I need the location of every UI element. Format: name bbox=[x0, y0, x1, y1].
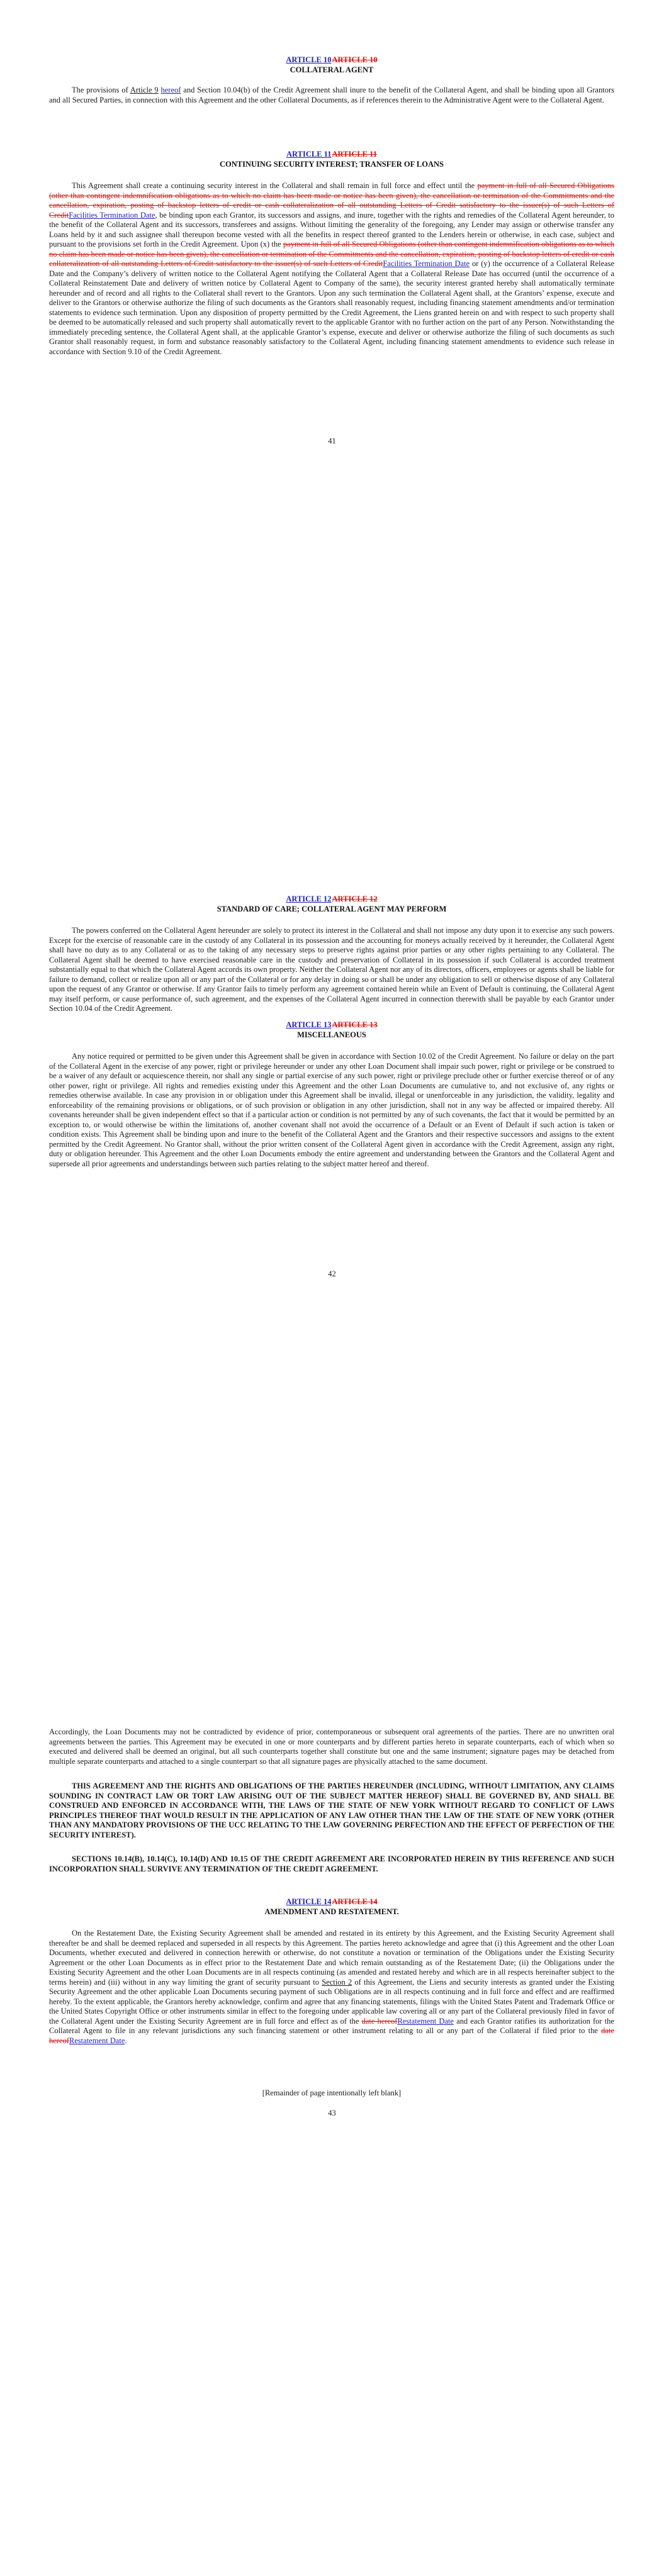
counterparts-paragraph: Accordingly, the Loan Documents may not be contradicted by evidence of prior, contemporaneous or subsequent oral agreements of the parties. There are no unwritten oral agreements between the parties. This Agreement may be executed in one or more counterparts and by different parties hereto in separate counterparts, each of which when so executed and delivered shall be deemed an original, but all such counterparts together shall constitute but one and the same instrument; signature pages may be detached from multiple separate counterparts and attached to a single counterpart so that all signature pages are physically attached to the same document. bbox=[49, 1727, 614, 1766]
remainder-note: [Remainder of page intentionally left blank] bbox=[262, 2088, 402, 2097]
article-10-title: COLLATERAL AGENT bbox=[290, 65, 374, 74]
article-13-old-number: ARTICLE 13 bbox=[332, 1020, 378, 1029]
page-43-continuation bbox=[49, 1727, 614, 1766]
article-13-body: Any notice required or permitted to be given under this Agreement shall be given in accordance with Section 10.02 of the Credit Agreement. No failure or delay on the part of the Collateral Agent in the exercise of any power, right or privilege hereunder or under any other Loan Document shall impair such power, right or privilege or be construed to be a waiver of any default or acquiescence therein, nor shall any single or partial exercise of any such power, right or privilege preclude other or further exercise thereof or of any other power, right or privilege. All rights and remedies existing under this Agreement and the other Loan Documents are cumulative to, and not exclusive of, any rights or remedies otherwise available. In case any provision in or obligation under this Agreement shall be invalid, illegal or unenforceable in any jurisdiction, the validity, legality and enforceability of the remaining provisions or obligations, or of such provision or obligation in any other jurisdiction, shall not in any way be affected or impaired thereby. All covenants hereunder shall be given independent effect so that if a particular action or condition is not permitted by any of such covenants, the fact that it would be permitted by an exception to, or would otherwise be within the limitations of, another covenant shall not avoid the occurrence of a Default or an Event of Default if such action is taken or condition exists. This Agreement shall be binding upon and inure to the benefit of the Collateral Agent and the Grantors and their respective successors and assigns to the extent permitted by the Credit Agreement. No Grantor shall, without the prior written consent of the Collateral Agent given in accordance with the Credit Agreement, assign any right, duty or obligation hereunder. This Agreement and the other Loan Documents embody the entire agreement and understanding between the Grantors and the Collateral Agent and supersede all prior agreements and understandings between such parties relating to the subject matter hereof and thereof. bbox=[49, 1052, 614, 1168]
deleted-payment-clause-1: payment in full of all Secured Obligations (other than contingent indemnification obligations as to which no claim has been made or notice has been given), the cancellation or termination of the Commitments and the cancellation, expiration, posting of backstop letters of credit or cash collateralization of all outstanding Letters of Credit satisfactory to the issuer(s) of such Letters of Credit bbox=[49, 181, 614, 220]
article-13-number[interactable]: ARTICLE 13 bbox=[286, 1020, 332, 1029]
article-10-number[interactable]: ARTICLE 10 bbox=[286, 55, 332, 64]
article-10-old-number: ARTICLE 10 bbox=[332, 55, 378, 64]
article-14-number[interactable]: ARTICLE 14 bbox=[286, 1897, 332, 1906]
restatement-date-insertion-2[interactable]: Restatement Date bbox=[69, 2036, 125, 2045]
hereof-insertion: hereof bbox=[160, 86, 181, 94]
article-14-heading bbox=[49, 1897, 614, 1917]
article-10-heading bbox=[49, 55, 614, 75]
article-14-old-number: ARTICLE 14 bbox=[332, 1897, 378, 1906]
deleted-date-hereof-2: date hereof bbox=[49, 2026, 614, 2045]
article-13-title: MISCELLANEOUS bbox=[297, 1030, 366, 1039]
article-14-title: AMENDMENT AND RESTATEMENT. bbox=[264, 1907, 399, 1916]
article-12-heading bbox=[49, 895, 614, 914]
deleted-date-hereof-1: date hereof bbox=[361, 2016, 398, 2026]
incorporation-paragraph: SECTIONS 10.14(B), 10.14(C), 10.14(D) AND 10.15 OF THE CREDIT AGREEMENT ARE INCORPORATED HEREIN BY THIS REFERENCE AND SUCH INCORPORATION SHALL SURVIVE ANY TERMINATION OF THE CREDIT AGREEMENT. bbox=[49, 1854, 614, 1873]
page-number-42: 42 bbox=[328, 1269, 336, 1278]
article-10-body: The provisions of Article 9 hereof and Section 10.04(b) of the Credit Agreement shall inure to the benefit of the Collateral Agent, and shall be binding upon all Grantors and all Secured Parties, in connection with this Agreement and the other Collateral Documents, as if references therein to the Administrative Agent were to the Collateral Agent. bbox=[49, 86, 614, 104]
governing-law-paragraph: THIS AGREEMENT AND THE RIGHTS AND OBLIGATIONS OF THE PARTIES HEREUNDER (INCLUDING, WITHOUT LIMITATION, ANY CLAIMS SOUNDING IN CONTRACT LAW OR TORT LAW ARISING OUT OF THE SUBJECT MATTER HEREOF) SHALL BE GOVERNED BY, AND SHALL BE CONSTRUED AND ENFORCED IN ACCORDANCE WITH, THE LAWS OF THE STATE OF NEW YORK WITHOUT REGARD TO CONFLICT OF LAWS PRINCIPLES THEREOF THAT WOULD RESULT IN THE APPLICATION OF ANY LAW OTHER THAN THE LAW OF THE STATE OF NEW YORK (OTHER THAN ANY MANDATORY PROVISIONS OF THE UCC RELATING TO THE LAW GOVERNING PERFECTION AND THE EFFECT OF PERFECTION OF THE SECURITY INTEREST). bbox=[49, 1781, 614, 1839]
article-11-heading bbox=[49, 150, 614, 169]
article-13-heading bbox=[49, 1020, 614, 1040]
page-number-41: 41 bbox=[328, 437, 336, 445]
facilities-termination-date-insertion-2[interactable]: Facilities Termination Date bbox=[383, 259, 470, 268]
article-12-title: STANDARD OF CARE; COLLATERAL AGENT MAY PERFORM bbox=[217, 904, 447, 913]
deleted-payment-clause-2: payment in full of all Secured Obligations (other than contingent indemnification obligations as to which no claim has been made or notice has been given), the cancellation or termination of the Commitments and the cancellation, expiration, posting of backstop letters of credit or cash collateralization of all outstanding Letters of Credit satisfactory to the issuer(s) of such Letters of Credit bbox=[49, 240, 615, 268]
section-2-link[interactable]: Section 2 bbox=[322, 1977, 352, 1987]
article-12-number[interactable]: ARTICLE 12 bbox=[286, 895, 332, 903]
article-11-number[interactable]: ARTICLE 11 bbox=[286, 150, 332, 159]
article-11-title: CONTINUING SECURITY INTEREST; TRANSFER OF LOANS bbox=[220, 159, 444, 169]
article-11-old-number: ARTICLE 11 bbox=[332, 150, 377, 159]
article-12-old-number: ARTICLE 12 bbox=[332, 895, 378, 903]
facilities-termination-date-insertion-1[interactable]: Facilities Termination Date bbox=[69, 210, 155, 220]
article-11-body: This Agreement shall create a continuing security interest in the Collateral and shall remain in full force and effect until the payment in full of all Secured Obligations (other than contingent indemnification obligations as to which no claim has been made or notice has been given), the cancellation or termination of the Commitments and the cancellation, expiration, posting of backstop letters of credit or cash collateralization of all outstanding Letters of Credit satisfactory to the issuer(s) of such Letters of CreditFacilities Termination Date, be binding upon each Grantor, its successors and assigns, and inure, together with the rights and remedies of the Collateral Agent hereunder, to the benefit of the Collateral Agent and its successors, transferees and assigns. Without limiting the generality of the foregoing, any Lender may assign or otherwise transfer any Loans held by it and such assignee shall thereupon become vested with all the benefits in respect thereof granted to the Lenders herein or otherwise, in each case, subject and pursuant to the provisions set forth in the Credit Agreement. Upon (x) the payment in full of all Secured Obligations (other than contingent indemnification obligations as to which no claim has been made or notice has been given), the cancellation or termination of the Commitments and the cancellation, expiration, posting of backstop letters of credit or cash collateralization of all outstanding Letters of Credit satisfactory to the issuer(s) of such Letters of CreditFacilities Termination Date or (y) the occurrence of a Collateral Release Date and the Company’s delivery of written notice to the Collateral Agent notifying the Collateral Agent that a Collateral Release Date has occurred (until the occurrence of a Collateral Reinstatement Date and delivery of written notice by Collateral Agent to Company of the same), the security interest granted hereby shall automatically terminate hereunder and of record and all rights to the Collateral shall revert to the Grantors. Upon any such termination the Collateral Agent shall, at the Grantors’ expense, execute and deliver to the Grantors or otherwise authorize the filing of such documents as the Grantors shall reasonably request, including financing statement amendments and/or termination statements to evidence such termination. Upon any disposition of property permitted by the Credit Agreement, the Liens granted herein on and with respect to such property shall be deemed to be automatically released and such property shall automatically revert to the applicable Grantor with no further action on the part of any Person. Notwithstanding the immediately preceding sentence, the Collateral Agent shall, at the applicable Grantor’s expense, execute and deliver or otherwise authorize the filing of such documents as such Grantor shall reasonably request, in form and substance reasonably satisfactory to the Collateral Agent, including financing statement amendments to evidence such release in accordance with Section 9.10 of the Credit Agreement. bbox=[49, 181, 615, 356]
page-number-43: 43 bbox=[328, 2109, 336, 2117]
article-14-body: On the Restatement Date, the Existing Security Agreement shall be amended and restated in its entirety by this Agreement, and the Existing Security Agreement shall thereafter be and shall be deemed replaced and superseded in all respects by this Agreement. The parties hereto acknowledge and agree that (i) this Agreement and the other Loan Documents, whether executed and delivered in connection herewith or otherwise, do not constitute a novation or termination of the Obligations under the Existing Security Agreement or the other Loan Documents as in effect prior to the Restatement Date and which remain outstanding as of the Restatement Date; (ii) the Obligations under the Existing Security Agreement and the other Loan Documents are in all respects continuing (as amended and restated hereby and which are in all respects hereinafter subject to the terms herein) and (iii) without in any way limiting the grant of security pursuant to Section 2 of this Agreement, the Liens and security interests as granted under the Existing Security Agreement and the other applicable Loan Documents securing payment of such Obligations are in all respects continuing and in full force and effect and are reaffirmed hereby. To the extent applicable, the Grantors hereby acknowledge, confirm and agree that any financing statements, filings with the United States Patent and Trademark Office or the United States Copyright Office or other instruments similar in effect to the foregoing under applicable law covering all or any part of the Collateral previously filed in favor of the Collateral Agent under the Existing Security Agreement are in full force and effect as of the date hereofRestatement Date and each Grantor ratifies its authorization for the Collateral Agent to file in any relevant jurisdictions any such financing statement or other instrument relating to all or any part of the Collateral if filed prior to the date hereofRestatement Date. bbox=[49, 1929, 615, 2045]
restatement-date-insertion-1[interactable]: Restatement Date bbox=[397, 2016, 454, 2026]
article-9-link[interactable]: Article 9 bbox=[130, 86, 159, 94]
article-12-body: The powers conferred on the Collateral Agent hereunder are solely to protect its interest in the Collateral and shall not impose any duty upon it to exercise any such powers. Except for the exercise of reasonable care in the custody of any Collateral in its possession and the accounting for moneys actually received by it hereunder, the Collateral Agent shall have no duty as to any Collateral or as to the taking of any necessary steps to preserve rights against prior parties or any other rights pertaining to any Collateral. The Collateral Agent shall be deemed to have exercised reasonable care in the custody and preservation of Collateral in its possession if such Collateral is accorded treatment substantially equal to that which the Collateral Agent accords its own property. Neither the Collateral Agent nor any of its directors, officers, employees or agents shall be liable for failure to demand, collect or realize upon all or any part of the Collateral or for any delay in doing so or shall be under any obligation to sell or otherwise dispose of any Collateral upon the request of any Grantor or otherwise. If any Grantor fails to timely perform any agreement contained herein while an Event of Default is continuing, the Collateral Agent may itself perform, or cause performance of, such agreement, and the expenses of the Collateral Agent incurred in connection therewith shall be payable by each Grantor under Section 10.04 of the Credit Agreement. bbox=[49, 926, 614, 1013]
